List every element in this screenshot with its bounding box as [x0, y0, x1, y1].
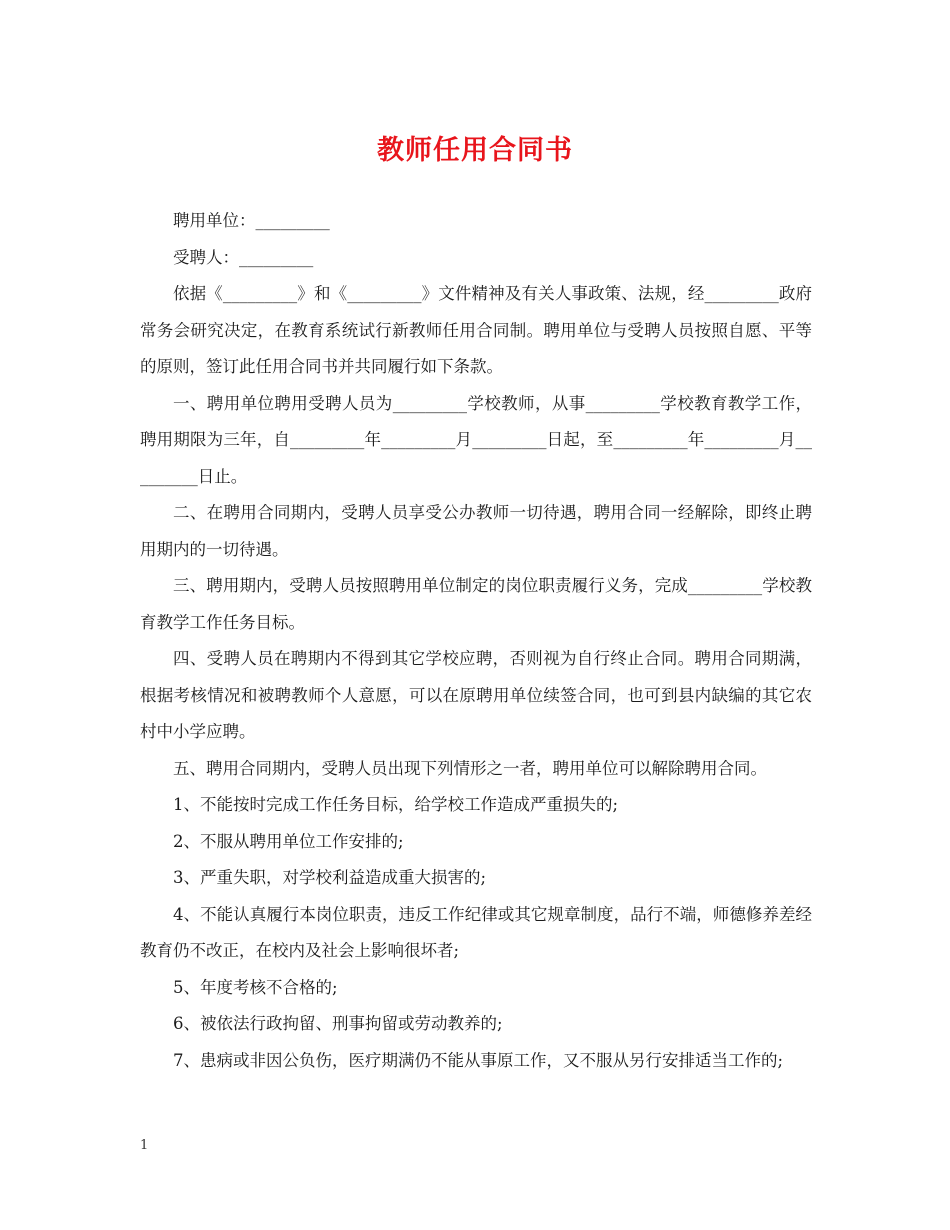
document-title: 教师任用合同书 [377, 135, 573, 166]
paragraph-clause-5: 五、聘用合同期内，受聘人员出现下列情形之一者，聘用单位可以解除聘用合同。 [173, 758, 767, 778]
document-body [140, 203, 812, 1079]
list-item-2: 2、不服从聘用单位工作安排的; [173, 831, 404, 851]
paragraph-preamble: 依据《_________》和《_________》文件精神及有关人事政策、法规，经_________政府常务会研究决定，在教育系统试行新教师任用合同制。聘用单位与受聘人员按照自愿、平等的原则，签订此任用合同书并共同履行如下条款。 [140, 284, 812, 376]
paragraph-clause-3: 三、聘用期内，受聘人员按照聘用单位制定的岗位职责履行义务，完成_________学校教育教学工作任务目标。 [140, 576, 812, 632]
list-item-3: 3、严重失职，对学校利益造成重大损害的; [173, 868, 487, 887]
paragraph-employer: 聘用单位：_________ [173, 211, 330, 230]
paragraph-clause-2: 二、在聘用合同期内，受聘人员享受公办教师一切待遇，聘用合同一经解除，即终止聘用期内的一切待遇。 [140, 503, 812, 559]
list-item-1: 1、不能按时完成工作任务目标，给学校工作造成严重损失的; [173, 795, 619, 814]
list-item-5: 5、年度考核不合格的; [173, 977, 338, 997]
list-item-7: 7、患病或非因公负伤，医疗期满仍不能从事原工作，又不服从另行安排适当工作的; [173, 1050, 784, 1070]
list-item-4: 4、不能认真履行本岗位职责，违反工作纪律或其它规章制度，品行不端，师德修养差经教育仍不改正，在校内及社会上影响很坏者; [140, 904, 812, 960]
paragraph-employee: 受聘人：_________ [173, 247, 314, 267]
paragraph-clause-1: 一、聘用单位聘用受聘人员为_________学校教师，从事_________学校教育教学工作，聘用期限为三年，自_________年_________月_________日起，至_________年_________月_________日止。 [140, 393, 812, 486]
page-number: 1 [140, 1138, 149, 1153]
paragraph-clause-4: 四、受聘人员在聘期内不得到其它学校应聘，否则视为自行终止合同。聘用合同期满，根据考核情况和被聘教师个人意愿，可以在原聘用单位续签合同，也可到县内缺编的其它农村中小学应聘。 [140, 649, 812, 741]
list-item-6: 6、被依法行政拘留、刑事拘留或劳动教养的; [173, 1014, 503, 1033]
